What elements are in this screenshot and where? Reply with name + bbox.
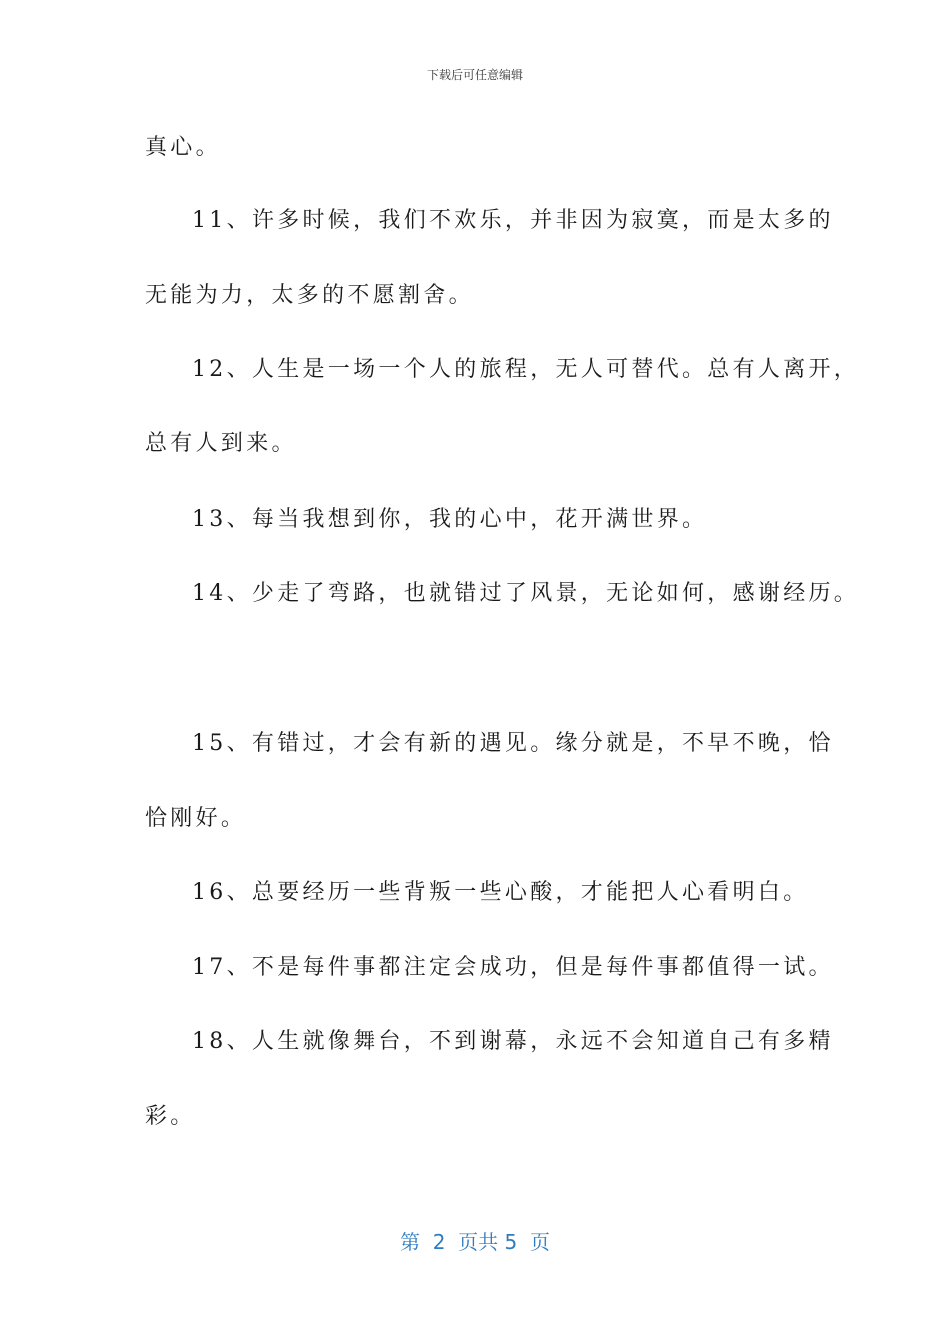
- text-line: 恰刚好。: [145, 806, 247, 831]
- page-header: 下载后可任意编辑: [426, 68, 523, 82]
- text-line: 16、总要经历一些背叛一些心酸，才能把人心看明白。: [192, 880, 809, 905]
- text-line: 17、不是每件事都注定会成功，但是每件事都值得一试。: [192, 955, 834, 980]
- text-line: 无能为力，太多的不愿割舍。: [145, 283, 474, 308]
- text-line: 彩。: [145, 1104, 196, 1129]
- text-line: 12、人生是一场一个人的旅程，无人可替代。总有人离开，: [192, 357, 860, 382]
- text-line: 总有人到来。: [145, 431, 297, 456]
- text-line: 15、有错过，才会有新的遇见。缘分就是，不早不晚，恰: [192, 731, 834, 756]
- text-line: 14、少走了弯路，也就错过了风景，无论如何，感谢经历。: [192, 581, 860, 606]
- text-line: 真心。: [145, 135, 221, 160]
- text-line: 11、许多时候，我们不欢乐，并非因为寂寞，而是太多的: [192, 208, 834, 233]
- page-footer: 第 2 页共 5 页: [400, 1230, 550, 1254]
- text-line: 18、人生就像舞台，不到谢幕，永远不会知道自己有多精: [192, 1029, 834, 1054]
- text-line: 13、每当我想到你，我的心中，花开满世界。: [192, 507, 708, 532]
